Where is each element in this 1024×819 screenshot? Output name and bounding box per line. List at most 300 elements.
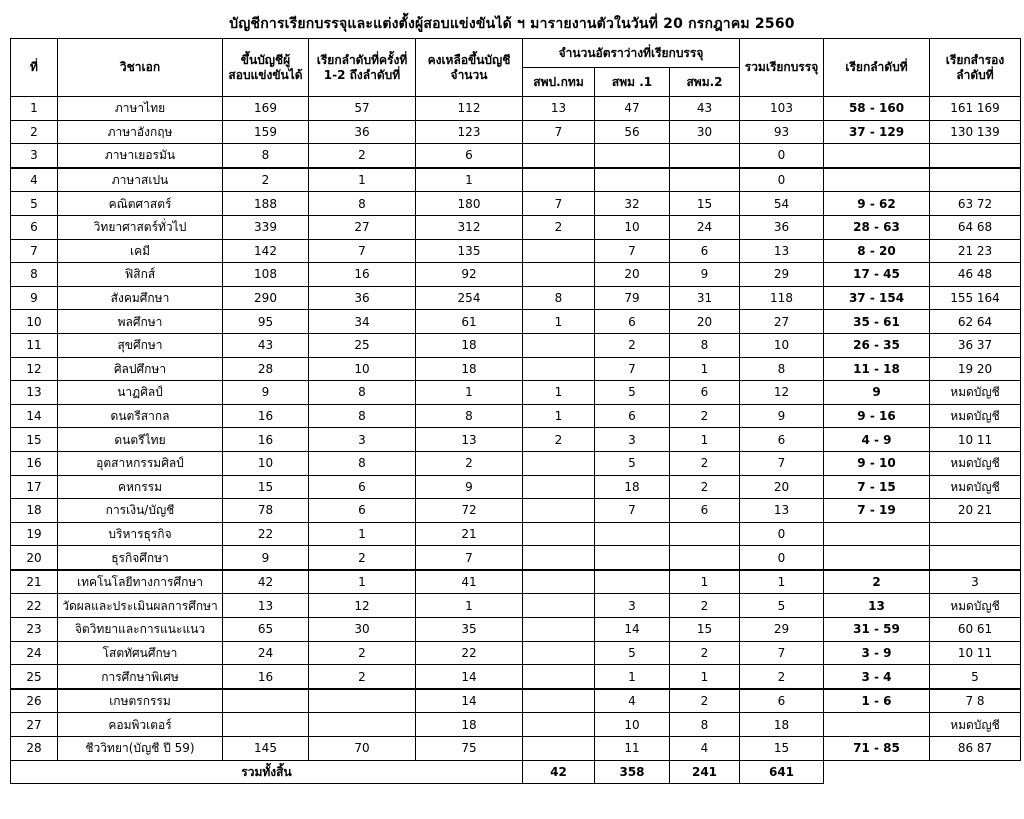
cell-vac1 [523, 713, 595, 737]
cell-sum: 6 [740, 428, 824, 452]
cell-vac3: 1 [670, 570, 740, 594]
cell-subject: อุตสาหกรรมศิลป์ [58, 451, 223, 475]
cell-reserve: หมดบัญชี [930, 475, 1021, 499]
cell-remain: 6 [416, 144, 523, 168]
cell-reserve: 64 68 [930, 215, 1021, 239]
cell-sum: 118 [740, 286, 824, 310]
cell-reserve: 155 164 [930, 286, 1021, 310]
cell-no: 15 [11, 428, 58, 452]
cell-vac1 [523, 594, 595, 618]
cell-sum: 7 [740, 451, 824, 475]
cell-reserve: 3 [930, 570, 1021, 594]
cell-vac3: 20 [670, 310, 740, 334]
cell-order: 2 [824, 570, 930, 594]
cell-called: 8 [309, 404, 416, 428]
cell-subject: คณิตศาสตร์ [58, 192, 223, 216]
cell-passed [223, 689, 309, 713]
cell-subject: ภาษาอังกฤษ [58, 120, 223, 144]
cell-vac1: 7 [523, 192, 595, 216]
header-vac1: สพป.กทม [523, 68, 595, 97]
cell-passed: 145 [223, 737, 309, 761]
cell-passed: 108 [223, 263, 309, 287]
cell-passed: 13 [223, 594, 309, 618]
cell-called: 70 [309, 737, 416, 761]
cell-remain: 18 [416, 333, 523, 357]
cell-sum: 0 [740, 546, 824, 570]
cell-called: 1 [309, 168, 416, 192]
cell-order [824, 144, 930, 168]
cell-vac1 [523, 451, 595, 475]
cell-subject: เทคโนโลยีทางการศึกษา [58, 570, 223, 594]
cell-called: 10 [309, 357, 416, 381]
cell-order: 26 - 35 [824, 333, 930, 357]
page-title: บัญชีการเรียกบรรจุและแต่งตั้งผู้สอบแข่งขันได้ ฯ มารายงานตัวในวันที่ 20 กรกฎาคม 2560 [229, 16, 795, 32]
table-row [11, 641, 1021, 665]
table-row [11, 428, 1021, 452]
cell-reserve: 5 [930, 665, 1021, 689]
cell-passed: 159 [223, 120, 309, 144]
cell-vac1 [523, 522, 595, 546]
cell-reserve: 20 21 [930, 499, 1021, 523]
table-row [11, 120, 1021, 144]
cell-no: 25 [11, 665, 58, 689]
table-row [11, 97, 1021, 121]
cell-sum: 1 [740, 570, 824, 594]
cell-vac2: 47 [595, 97, 670, 121]
cell-vac1 [523, 641, 595, 665]
cell-vac1 [523, 618, 595, 642]
cell-vac1: 1 [523, 381, 595, 405]
cell-vac3: 30 [670, 120, 740, 144]
cell-passed [223, 713, 309, 737]
totals-row [11, 760, 1021, 784]
cell-no: 28 [11, 737, 58, 761]
cell-no: 19 [11, 522, 58, 546]
cell-order [824, 522, 930, 546]
cell-vac3: 6 [670, 381, 740, 405]
cell-vac1 [523, 357, 595, 381]
cell-reserve: 19 20 [930, 357, 1021, 381]
cell-vac3: 6 [670, 239, 740, 263]
cell-subject: วัดผลและประเมินผลการศึกษา [58, 594, 223, 618]
cell-no: 21 [11, 570, 58, 594]
cell-vac2: 4 [595, 689, 670, 713]
cell-called: 8 [309, 192, 416, 216]
cell-vac2: 79 [595, 286, 670, 310]
cell-reserve: 10 11 [930, 428, 1021, 452]
cell-subject: ฟิสิกส์ [58, 263, 223, 287]
header-vac2: สพม .1 [595, 68, 670, 97]
cell-subject: การเงิน/บัญชี [58, 499, 223, 523]
cell-order: 71 - 85 [824, 737, 930, 761]
cell-no: 14 [11, 404, 58, 428]
call-list-table [10, 38, 1021, 784]
cell-subject: เคมี [58, 239, 223, 263]
cell-vac2 [595, 522, 670, 546]
cell-called: 2 [309, 665, 416, 689]
cell-no: 10 [11, 310, 58, 334]
cell-order: 17 - 45 [824, 263, 930, 287]
cell-remain: 312 [416, 215, 523, 239]
cell-reserve: 60 61 [930, 618, 1021, 642]
table-row [11, 263, 1021, 287]
table-row [11, 665, 1021, 689]
table-row [11, 310, 1021, 334]
table-row [11, 594, 1021, 618]
cell-vac3: 8 [670, 713, 740, 737]
cell-vac1 [523, 570, 595, 594]
cell-vac2: 10 [595, 215, 670, 239]
cell-subject: วิทยาศาสตร์ทั่วไป [58, 215, 223, 239]
cell-remain: 61 [416, 310, 523, 334]
cell-sum: 54 [740, 192, 824, 216]
cell-vac1 [523, 333, 595, 357]
table-row [11, 522, 1021, 546]
cell-vac2: 3 [595, 428, 670, 452]
table-row [11, 286, 1021, 310]
cell-passed: 339 [223, 215, 309, 239]
cell-remain: 123 [416, 120, 523, 144]
cell-subject: ดนตรีสากล [58, 404, 223, 428]
cell-called: 25 [309, 333, 416, 357]
cell-sum: 20 [740, 475, 824, 499]
cell-order [824, 546, 930, 570]
cell-reserve: 7 8 [930, 689, 1021, 713]
cell-vac2: 5 [595, 381, 670, 405]
header-sum: รวมเรียกบรรจุ [740, 39, 824, 97]
cell-vac1: 2 [523, 428, 595, 452]
cell-called: 8 [309, 451, 416, 475]
cell-passed: 16 [223, 665, 309, 689]
cell-remain: 112 [416, 97, 523, 121]
cell-no: 6 [11, 215, 58, 239]
cell-order: 3 - 9 [824, 641, 930, 665]
table-row [11, 215, 1021, 239]
cell-vac1 [523, 499, 595, 523]
cell-vac2: 5 [595, 641, 670, 665]
cell-sum: 29 [740, 263, 824, 287]
cell-reserve: 86 87 [930, 737, 1021, 761]
cell-passed: 142 [223, 239, 309, 263]
cell-called: 3 [309, 428, 416, 452]
cell-reserve: หมดบัญชี [930, 451, 1021, 475]
cell-called: 30 [309, 618, 416, 642]
cell-vac3: 2 [670, 451, 740, 475]
cell-sum: 27 [740, 310, 824, 334]
cell-vac2: 1 [595, 665, 670, 689]
cell-sum: 9 [740, 404, 824, 428]
cell-reserve [930, 168, 1021, 192]
cell-vac2 [595, 570, 670, 594]
cell-subject: ภาษาไทย [58, 97, 223, 121]
cell-sum: 10 [740, 333, 824, 357]
cell-passed: 2 [223, 168, 309, 192]
cell-vac1: 1 [523, 310, 595, 334]
cell-subject: เกษตรกรรม [58, 689, 223, 713]
cell-passed: 9 [223, 381, 309, 405]
cell-sum: 18 [740, 713, 824, 737]
cell-vac1: 1 [523, 404, 595, 428]
cell-vac2: 32 [595, 192, 670, 216]
table-row [11, 713, 1021, 737]
table-row [11, 381, 1021, 405]
cell-passed: 10 [223, 451, 309, 475]
cell-vac3: 8 [670, 333, 740, 357]
cell-reserve: 10 11 [930, 641, 1021, 665]
cell-remain: 254 [416, 286, 523, 310]
cell-sum: 103 [740, 97, 824, 121]
cell-vac2: 10 [595, 713, 670, 737]
cell-vac3: 1 [670, 428, 740, 452]
cell-vac3: 2 [670, 475, 740, 499]
cell-called: 2 [309, 144, 416, 168]
cell-passed: 188 [223, 192, 309, 216]
cell-remain: 22 [416, 641, 523, 665]
header-remain: คงเหลือขึ้นบัญชี จำนวน [416, 39, 523, 97]
cell-no: 4 [11, 168, 58, 192]
cell-vac3: 15 [670, 192, 740, 216]
cell-no: 22 [11, 594, 58, 618]
cell-vac2: 11 [595, 737, 670, 761]
cell-called: 16 [309, 263, 416, 287]
header-no: ที่ [11, 39, 58, 97]
cell-vac2: 18 [595, 475, 670, 499]
cell-subject: บริหารธุรกิจ [58, 522, 223, 546]
cell-vac1 [523, 689, 595, 713]
cell-no: 13 [11, 381, 58, 405]
cell-reserve: หมดบัญชี [930, 404, 1021, 428]
cell-subject: นาฏศิลป์ [58, 381, 223, 405]
cell-subject: ภาษาเยอรมัน [58, 144, 223, 168]
cell-no: 7 [11, 239, 58, 263]
totals-empty [824, 760, 930, 784]
cell-no: 1 [11, 97, 58, 121]
cell-sum: 36 [740, 215, 824, 239]
cell-passed: 16 [223, 428, 309, 452]
cell-subject: การศึกษาพิเศษ [58, 665, 223, 689]
cell-reserve: หมดบัญชี [930, 381, 1021, 405]
cell-vac2 [595, 144, 670, 168]
cell-called: 27 [309, 215, 416, 239]
cell-no: 18 [11, 499, 58, 523]
cell-vac2: 6 [595, 310, 670, 334]
cell-called: 2 [309, 546, 416, 570]
cell-vac2: 20 [595, 263, 670, 287]
cell-vac2: 3 [595, 594, 670, 618]
cell-passed: 43 [223, 333, 309, 357]
cell-order: 35 - 61 [824, 310, 930, 334]
cell-remain: 75 [416, 737, 523, 761]
header-reserve: เรียกสำรอง ลำดับที่ [930, 39, 1021, 97]
cell-sum: 6 [740, 689, 824, 713]
cell-reserve [930, 144, 1021, 168]
cell-called: 12 [309, 594, 416, 618]
table-row [11, 737, 1021, 761]
totals-sum: 641 [740, 760, 824, 784]
cell-reserve: 161 169 [930, 97, 1021, 121]
table-row [11, 546, 1021, 570]
cell-no: 12 [11, 357, 58, 381]
cell-reserve [930, 522, 1021, 546]
cell-subject: พลศึกษา [58, 310, 223, 334]
cell-sum: 93 [740, 120, 824, 144]
cell-subject: โสตทัศนศึกษา [58, 641, 223, 665]
cell-vac3: 9 [670, 263, 740, 287]
cell-vac2 [595, 546, 670, 570]
cell-called: 2 [309, 641, 416, 665]
table-row [11, 689, 1021, 713]
cell-called: 34 [309, 310, 416, 334]
cell-remain: 92 [416, 263, 523, 287]
header-vac3: สพม.2 [670, 68, 740, 97]
header-vacancy-group: จำนวนอัตราว่างที่เรียกบรรจุ [523, 39, 740, 68]
cell-remain: 35 [416, 618, 523, 642]
cell-vac1: 7 [523, 120, 595, 144]
cell-passed: 24 [223, 641, 309, 665]
table-row [11, 333, 1021, 357]
cell-sum: 5 [740, 594, 824, 618]
cell-passed: 28 [223, 357, 309, 381]
header-order: เรียกลำดับที่ [824, 39, 930, 97]
cell-vac3 [670, 144, 740, 168]
cell-sum: 2 [740, 665, 824, 689]
cell-subject: ภาษาสเปน [58, 168, 223, 192]
cell-order: 9 - 16 [824, 404, 930, 428]
cell-vac3 [670, 546, 740, 570]
cell-remain: 18 [416, 713, 523, 737]
cell-called [309, 713, 416, 737]
cell-remain: 8 [416, 404, 523, 428]
cell-sum: 0 [740, 168, 824, 192]
cell-vac2: 14 [595, 618, 670, 642]
cell-vac1 [523, 546, 595, 570]
cell-remain: 18 [416, 357, 523, 381]
cell-called: 1 [309, 570, 416, 594]
cell-vac2: 7 [595, 499, 670, 523]
cell-vac3: 31 [670, 286, 740, 310]
cell-vac3: 2 [670, 404, 740, 428]
cell-order [824, 713, 930, 737]
cell-remain: 1 [416, 168, 523, 192]
cell-sum: 13 [740, 499, 824, 523]
cell-vac1 [523, 475, 595, 499]
cell-vac2: 2 [595, 333, 670, 357]
cell-sum: 15 [740, 737, 824, 761]
cell-order: 31 - 59 [824, 618, 930, 642]
cell-vac1 [523, 239, 595, 263]
cell-no: 16 [11, 451, 58, 475]
table-row [11, 192, 1021, 216]
totals-vac3: 241 [670, 760, 740, 784]
cell-called [309, 689, 416, 713]
cell-remain: 21 [416, 522, 523, 546]
table-row [11, 499, 1021, 523]
cell-vac2: 6 [595, 404, 670, 428]
cell-reserve: หมดบัญชี [930, 713, 1021, 737]
cell-order: 4 - 9 [824, 428, 930, 452]
totals-vac2: 358 [595, 760, 670, 784]
cell-order: 9 - 62 [824, 192, 930, 216]
cell-passed: 15 [223, 475, 309, 499]
cell-vac3: 2 [670, 689, 740, 713]
cell-vac2: 5 [595, 451, 670, 475]
cell-called: 36 [309, 120, 416, 144]
cell-passed: 22 [223, 522, 309, 546]
cell-vac1: 2 [523, 215, 595, 239]
cell-remain: 14 [416, 665, 523, 689]
cell-no: 27 [11, 713, 58, 737]
cell-passed: 78 [223, 499, 309, 523]
cell-order: 13 [824, 594, 930, 618]
cell-vac3: 4 [670, 737, 740, 761]
table-row [11, 404, 1021, 428]
cell-passed: 290 [223, 286, 309, 310]
cell-vac1 [523, 737, 595, 761]
cell-order [824, 168, 930, 192]
table-row [11, 357, 1021, 381]
cell-reserve: 63 72 [930, 192, 1021, 216]
cell-sum: 7 [740, 641, 824, 665]
cell-passed: 95 [223, 310, 309, 334]
table-row [11, 144, 1021, 168]
cell-called: 8 [309, 381, 416, 405]
cell-order: 37 - 154 [824, 286, 930, 310]
cell-vac3: 1 [670, 665, 740, 689]
cell-order: 58 - 160 [824, 97, 930, 121]
cell-vac2: 7 [595, 239, 670, 263]
cell-order: 1 - 6 [824, 689, 930, 713]
cell-vac3: 2 [670, 594, 740, 618]
cell-called: 6 [309, 499, 416, 523]
cell-called: 36 [309, 286, 416, 310]
cell-remain: 72 [416, 499, 523, 523]
cell-no: 3 [11, 144, 58, 168]
table-row [11, 570, 1021, 594]
cell-no: 2 [11, 120, 58, 144]
cell-order: 7 - 15 [824, 475, 930, 499]
cell-remain: 41 [416, 570, 523, 594]
cell-passed: 9 [223, 546, 309, 570]
cell-order: 9 [824, 381, 930, 405]
table-row [11, 239, 1021, 263]
cell-vac3: 15 [670, 618, 740, 642]
cell-remain: 7 [416, 546, 523, 570]
cell-sum: 29 [740, 618, 824, 642]
header-called: เรียกลำดับที่ครั้งที่ 1-2 ถึงลำดับที่ [309, 39, 416, 97]
table-row [11, 168, 1021, 192]
cell-reserve: 130 139 [930, 120, 1021, 144]
cell-reserve: 46 48 [930, 263, 1021, 287]
cell-order: 9 - 10 [824, 451, 930, 475]
table-row [11, 451, 1021, 475]
totals-vac1: 42 [523, 760, 595, 784]
cell-vac1 [523, 665, 595, 689]
cell-vac3 [670, 522, 740, 546]
cell-reserve: 62 64 [930, 310, 1021, 334]
cell-sum: 13 [740, 239, 824, 263]
cell-order: 37 - 129 [824, 120, 930, 144]
cell-subject: จิตวิทยาและการแนะแนว [58, 618, 223, 642]
cell-no: 20 [11, 546, 58, 570]
cell-no: 23 [11, 618, 58, 642]
cell-passed: 65 [223, 618, 309, 642]
cell-reserve: 36 37 [930, 333, 1021, 357]
cell-subject: สังคมศึกษา [58, 286, 223, 310]
cell-vac3: 2 [670, 641, 740, 665]
table-row [11, 618, 1021, 642]
cell-vac3: 1 [670, 357, 740, 381]
cell-reserve: 21 23 [930, 239, 1021, 263]
